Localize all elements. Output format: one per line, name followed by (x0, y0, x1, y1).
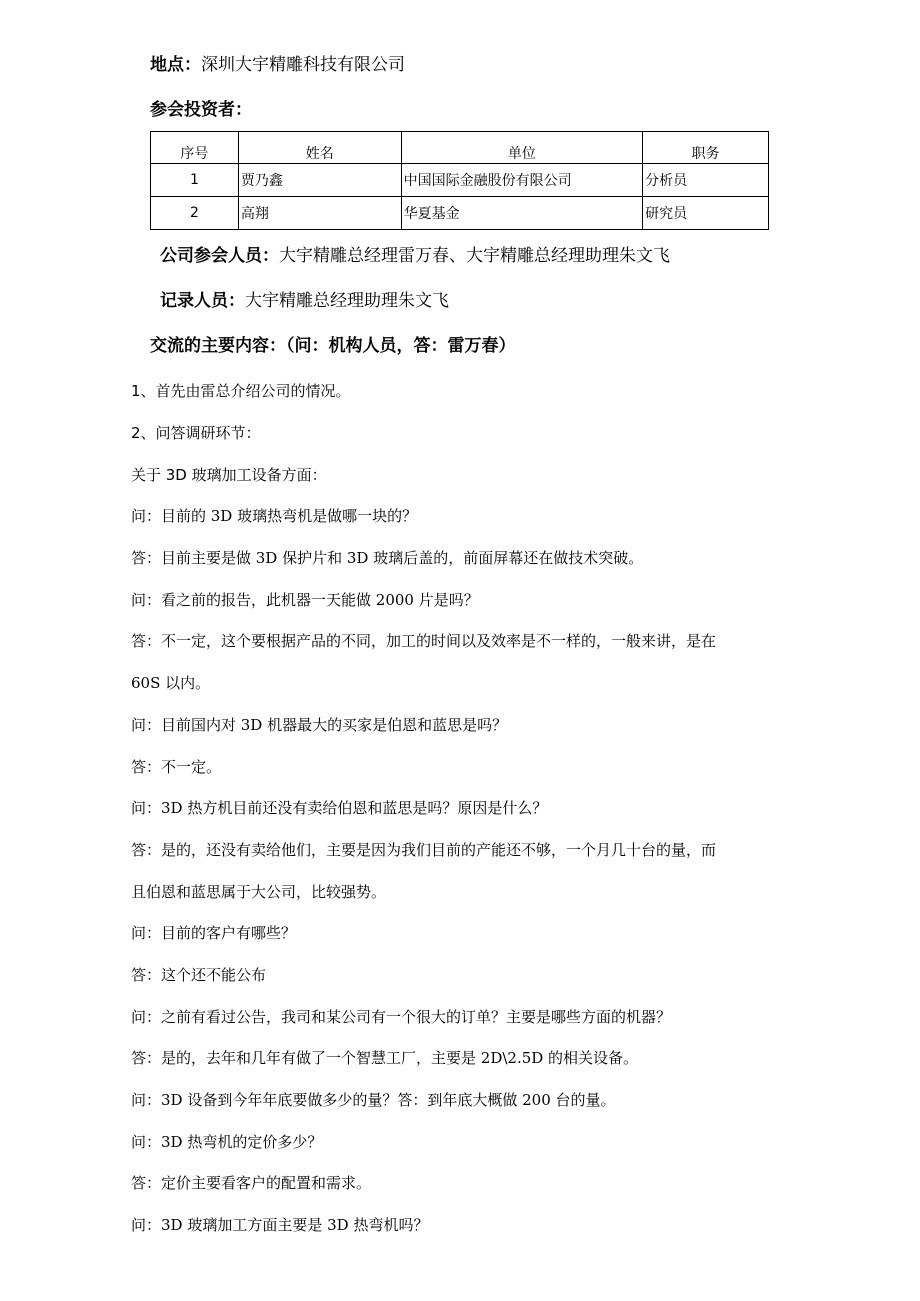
body-line: 问：之前有看过公告，我司和某公司有一个很大的订单？主要是哪些方面的机器？ (131, 1008, 672, 1026)
row-no: 1 (151, 164, 239, 197)
main-content-label: 交流的主要内容：（问：机构人员，答：雷万春） (150, 336, 516, 356)
body-line: 答：是的，去年和几年有做了一个智慧工厂，主要是 2D\2.5D 的相关设备。 (131, 1049, 639, 1067)
company-attendees-value: 大宇精雕总经理雷万春、大宇精雕总经理助理朱文飞 (279, 246, 670, 266)
row-no: 2 (151, 197, 239, 230)
recorder-label: 记录人员： (160, 291, 245, 311)
body-line: 问：目前国内对 3D 机器最大的买家是伯恩和蓝思是吗？ (131, 716, 508, 734)
header-org: 单位 (401, 132, 643, 164)
row-title: 分析员 (643, 164, 769, 197)
header-no: 序号 (151, 132, 239, 164)
location-value: 深圳大宇精雕科技有限公司 (201, 55, 405, 75)
recorder-value: 大宇精雕总经理助理朱文飞 (245, 291, 449, 311)
body-line: 1、首先由雷总介绍公司的情况。 (131, 382, 351, 400)
body-line: 问：3D 设备到今年年底要做多少的量？答：到年底大概做 200 台的量。 (131, 1091, 616, 1109)
recorder-line (160, 290, 449, 312)
header-name: 姓名 (238, 132, 401, 164)
investors-label: 参会投资者： (150, 100, 252, 120)
body-line: 问：3D 玻璃加工方面主要是 3D 热弯机吗？ (131, 1216, 429, 1234)
investors-heading (150, 99, 252, 121)
body-line: 答：不一定，这个要根据产品的不同，加工的时间以及效率是不一样的，一般来讲，是在 (131, 632, 717, 650)
table-header-row (151, 132, 769, 164)
table-row (151, 197, 769, 230)
company-attendees-label: 公司参会人员： (160, 246, 279, 266)
investors-table (150, 131, 769, 230)
body-line: 60S 以内。 (131, 674, 211, 692)
body-line: 且伯恩和蓝思属于大公司，比较强势。 (131, 883, 387, 901)
row-name: 贾乃鑫 (238, 164, 401, 197)
location-label: 地点： (150, 55, 201, 75)
body-line: 答：不一定。 (131, 758, 222, 776)
row-name: 高翔 (238, 197, 401, 230)
body-line: 答：目前主要是做 3D 保护片和 3D 玻璃后盖的，前面屏幕还在做技术突破。 (131, 549, 644, 567)
body-line: 答：这个还不能公布 (131, 966, 267, 984)
row-title: 研究员 (643, 197, 769, 230)
row-org: 中国国际金融股份有限公司 (401, 164, 643, 197)
header-title: 职务 (643, 132, 769, 164)
body-line: 问：看之前的报告，此机器一天能做 2000 片是吗？ (131, 591, 479, 609)
body-line: 问：3D 热方机目前还没有卖给伯恩和蓝思是吗？原因是什么？ (131, 799, 548, 817)
body-line: 2、问答调研环节： (131, 424, 261, 442)
company-attendees-line (160, 245, 670, 267)
body-line: 关于 3D 玻璃加工设备方面： (131, 466, 327, 484)
body-line: 问：目前的客户有哪些？ (131, 924, 297, 942)
body-line: 问：目前的 3D 玻璃热弯机是做哪一块的？ (131, 507, 418, 525)
main-content-line (150, 335, 516, 357)
body-line: 问：3D 热弯机的定价多少？ (131, 1133, 323, 1151)
location-line (150, 54, 405, 76)
row-org: 华夏基金 (401, 197, 643, 230)
body-line: 答：是的，还没有卖给他们，主要是因为我们目前的产能还不够，一个月几十台的量，而 (131, 841, 717, 859)
table-row (151, 164, 769, 197)
body-line: 答：定价主要看客户的配置和需求。 (131, 1174, 372, 1192)
